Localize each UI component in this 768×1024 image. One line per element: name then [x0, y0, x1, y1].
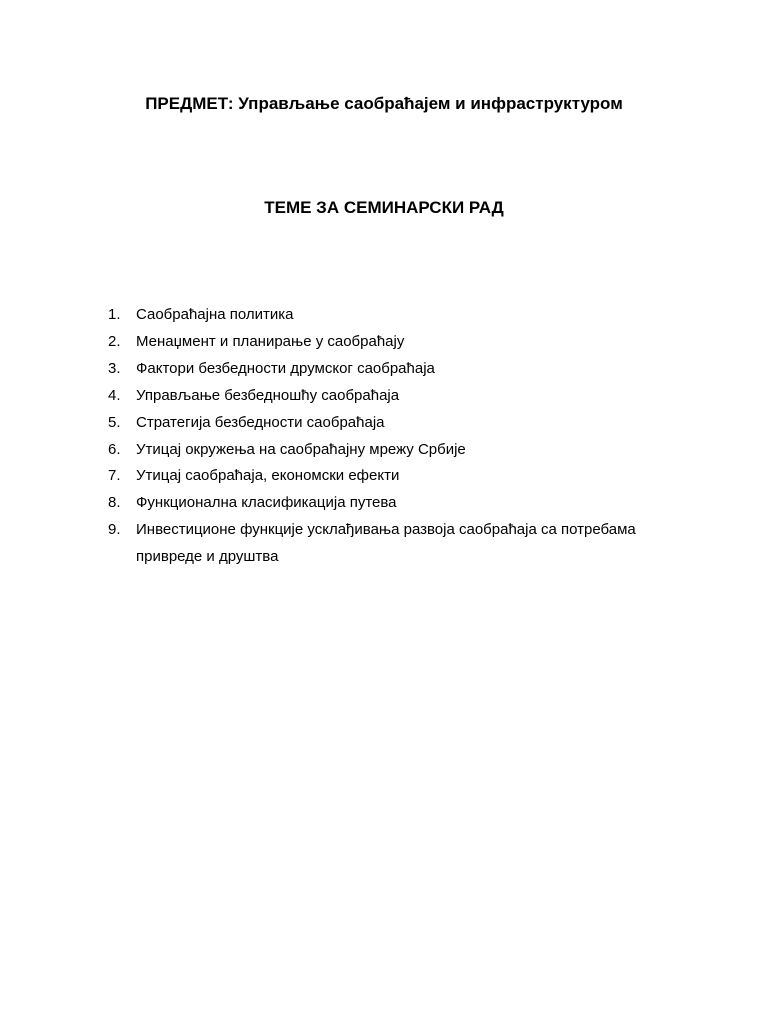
- list-item-text: Саобраћајна политика: [136, 306, 294, 323]
- list-item-number: 9.: [108, 521, 121, 539]
- list-item-text: Функционална класификација путева: [136, 494, 397, 512]
- list-item: [108, 302, 668, 329]
- list-item: [108, 437, 668, 464]
- section-title: ТЕМЕ ЗА СЕМИНАРСКИ РАД: [264, 198, 504, 217]
- list-item: [108, 410, 668, 437]
- list-item: [108, 383, 668, 410]
- list-item: [108, 356, 668, 383]
- list-item-text: Управљање безбедношћу саобраћаја: [136, 386, 400, 404]
- subject-title: ПРЕДМЕТ: Управљање саобраћајем и инфраструктуром: [145, 94, 623, 113]
- list-item-number: 1.: [108, 306, 121, 323]
- list-item-number: 4.: [108, 386, 121, 404]
- list-item-number: 6.: [108, 440, 121, 458]
- list-item-number: 7.: [108, 467, 121, 485]
- list-item: [108, 329, 668, 356]
- topic-list: [108, 302, 668, 571]
- list-item-text: Менаџмент и планирање у саобраћају: [136, 332, 405, 350]
- list-item-number: 3.: [108, 359, 121, 377]
- list-item-number: 5.: [108, 413, 121, 431]
- list-item-text: Стратегија безбедности саобраћаја: [136, 413, 385, 431]
- list-item-text: Фактори безбедности друмског саобраћаја: [136, 359, 435, 377]
- list-item-text: Утицај окружења на саобраћајну мрежу Србије: [136, 440, 466, 458]
- list-item-number: 8.: [108, 494, 121, 512]
- list-item: [108, 517, 668, 571]
- list-item-text: Утицај саобраћаја, економски ефекти: [136, 467, 400, 485]
- list-item-text: Инвестиционе функције усклађивања развоја саобраћаја са потребама привреде и друштва: [136, 521, 636, 566]
- list-item: [108, 490, 668, 517]
- list-item: [108, 463, 668, 490]
- list-item-number: 2.: [108, 332, 121, 350]
